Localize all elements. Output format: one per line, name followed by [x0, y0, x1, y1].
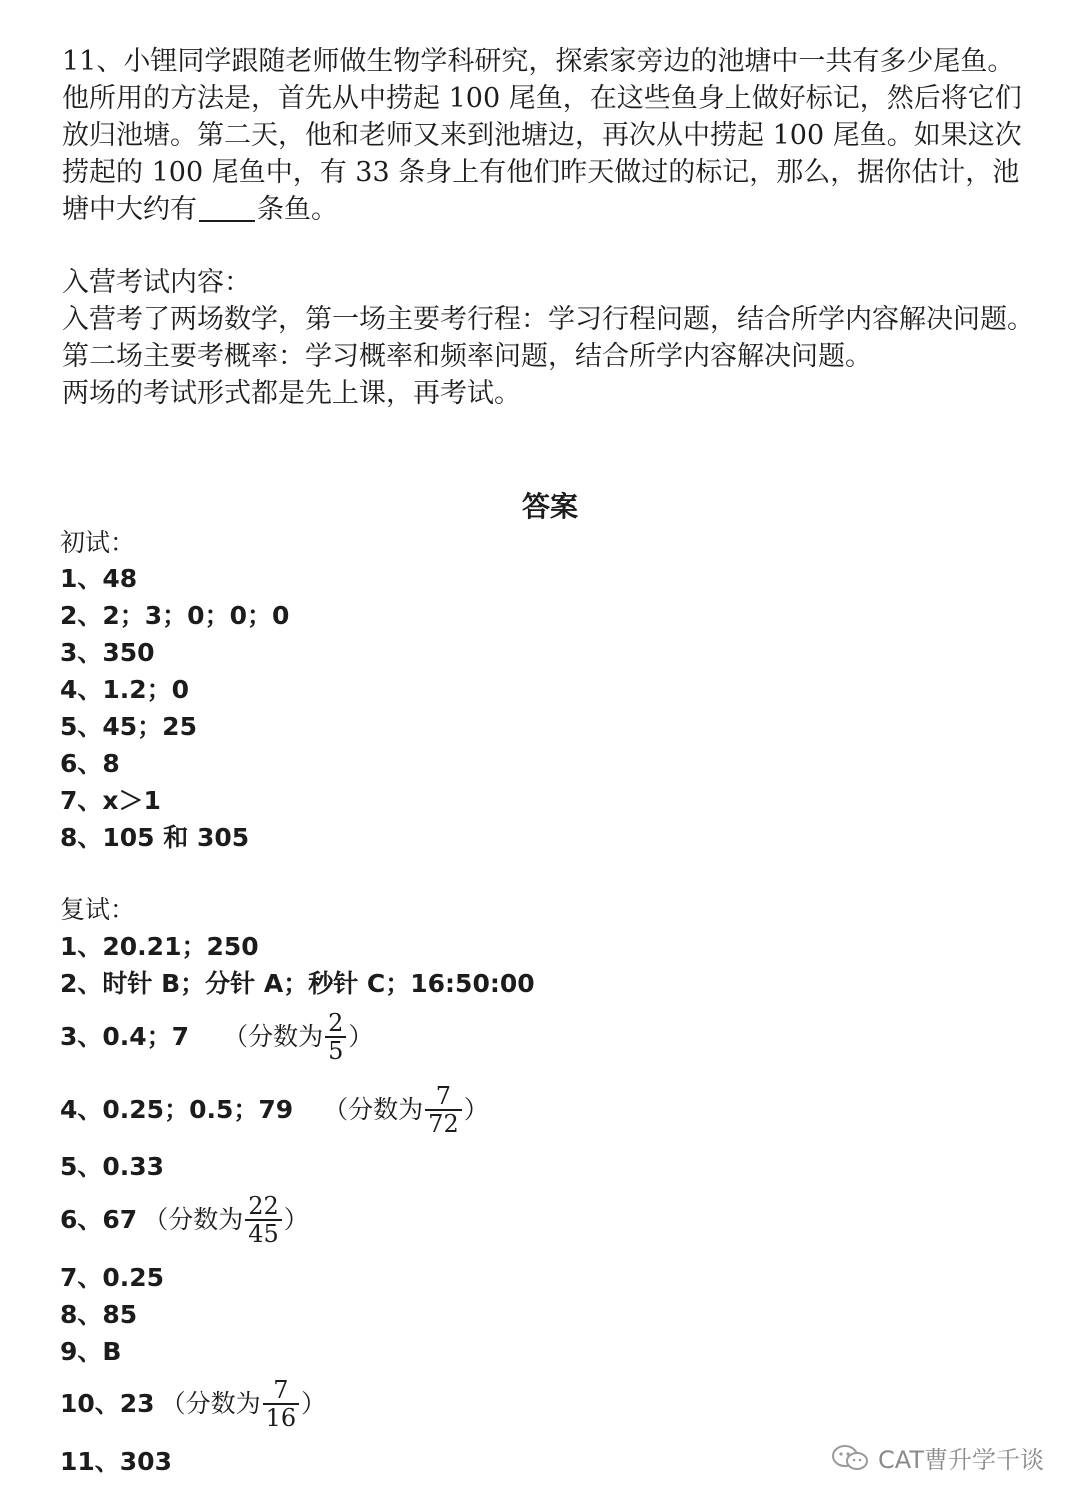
- question-11-line-3: 放归池塘。第二天，他和老师又来到池塘边，再次从中捞起 100 尾鱼。如果这次: [62, 120, 1022, 151]
- retest-answer-3-text: 3、0.4；7: [60, 1022, 190, 1051]
- initial-answer-6-text: 6、8: [60, 749, 120, 778]
- retest-answer-3: [60, 1010, 373, 1064]
- retest-answer-4-text: 4、0.25；0.5；79: [60, 1095, 294, 1124]
- fraction-note: [223, 1010, 373, 1064]
- retest-answer-11: [60, 1445, 172, 1479]
- initial-answer-4: [60, 673, 189, 707]
- retest-answer-5-text: 5、0.33: [60, 1152, 165, 1181]
- retest-heading-text: 复试：: [60, 895, 136, 924]
- retest-answer-2-text: 2、时针 B；分针 A；秒针 C；16:50:00: [60, 969, 535, 998]
- answers-title: 答案: [521, 490, 578, 523]
- initial-answer-5-text: 5、45；25: [60, 712, 197, 741]
- fraction-denominator: 45: [245, 1219, 282, 1247]
- exam-line-3: 两场的考试形式都是先上课，再考试。: [62, 378, 521, 409]
- fraction-numerator: 7: [273, 1376, 289, 1404]
- initial-answer-7: [60, 784, 161, 818]
- fraction-note-close: ）: [301, 1389, 327, 1418]
- retest-answer-6: [60, 1193, 309, 1247]
- fraction-numerator: 2: [328, 1009, 344, 1037]
- fraction-denominator: 72: [425, 1109, 462, 1137]
- retest-answer-5: [60, 1150, 164, 1184]
- retest-answer-7: [60, 1261, 164, 1295]
- fraction-note: [161, 1377, 327, 1431]
- initial-answer-8: [60, 821, 249, 855]
- fraction-note-close: ）: [348, 1022, 374, 1051]
- question-11-text-before-blank: 塘中大约有: [62, 194, 197, 225]
- question-11-line-5: [62, 192, 338, 228]
- watermark-text: CAT曹升学千谈: [878, 1446, 1044, 1474]
- retest-answer-2: [60, 967, 535, 1001]
- retest-answer-8: [60, 1298, 137, 1332]
- retest-answer-7-text: 7、0.25: [60, 1263, 165, 1292]
- initial-answer-1-text: 1、48: [60, 564, 138, 593]
- fraction-note: [143, 1193, 309, 1247]
- initial-answer-6: [60, 747, 120, 781]
- watermark: [830, 1440, 1044, 1475]
- initial-answer-5: [60, 710, 197, 744]
- retest-answer-8-text: 8、85: [60, 1300, 138, 1329]
- initial-answer-8-text: 8、105 和 305: [60, 823, 250, 852]
- fraction: [263, 1377, 300, 1431]
- initial-heading-text: 初试：: [60, 528, 136, 557]
- initial-answer-4-text: 4、1.2；0: [60, 675, 190, 704]
- fraction: [245, 1193, 282, 1247]
- initial-heading: [60, 526, 135, 560]
- retest-answer-11-text: 11、303: [60, 1447, 172, 1476]
- fraction: [425, 1083, 462, 1137]
- wechat-icon: [830, 1443, 870, 1473]
- fraction-denominator: 5: [325, 1036, 346, 1064]
- question-11-text-after-blank: 条鱼。: [257, 194, 338, 225]
- retest-answer-10-text: 10、23: [60, 1389, 155, 1418]
- initial-answer-7-text: 7、x＞1: [60, 786, 161, 815]
- retest-answer-9-text: 9、B: [60, 1337, 122, 1366]
- fraction-note-open: （分数为: [160, 1389, 261, 1418]
- fraction-note-open: （分数为: [143, 1205, 244, 1234]
- initial-answer-2: [60, 599, 289, 633]
- fraction-note: [323, 1083, 489, 1137]
- retest-answer-9: [60, 1335, 121, 1369]
- fraction: [325, 1010, 346, 1064]
- exam-line-2: 第二场主要考概率：学习概率和频率问题，结合所学内容解决问题。: [62, 341, 872, 372]
- question-11-line-1: 11、小锂同学跟随老师做生物学科研究，探索家旁边的池塘中一共有多少尾鱼。: [62, 46, 1015, 77]
- initial-answer-3-text: 3、350: [60, 638, 155, 667]
- retest-heading: [60, 893, 135, 927]
- fraction-note-close: ）: [463, 1095, 489, 1124]
- initial-answer-3: [60, 636, 155, 670]
- question-11-line-4: 捞起的 100 尾鱼中，有 33 条身上有他们昨天做过的标记，那么，据你估计，池: [62, 157, 1020, 188]
- question-11-line-2: 他所用的方法是，首先从中捞起 100 尾鱼，在这些鱼身上做好标记，然后将它们: [62, 83, 1022, 114]
- retest-answer-6-text: 6、67: [60, 1205, 138, 1234]
- retest-answer-1-text: 1、20.21；250: [60, 932, 259, 961]
- retest-answer-10: [60, 1377, 326, 1431]
- initial-answer-2-text: 2、2；3；0；0；0: [60, 601, 290, 630]
- initial-answer-1: [60, 562, 137, 596]
- exam-heading: 入营考试内容：: [62, 267, 251, 298]
- fraction-numerator: 7: [435, 1082, 452, 1110]
- fraction-note-close: ）: [283, 1205, 309, 1234]
- retest-answer-4: [60, 1083, 489, 1137]
- fraction-note-open: （分数为: [223, 1022, 324, 1051]
- exam-line-1: 入营考了两场数学，第一场主要考行程：学习行程问题，结合所学内容解决问题。: [62, 304, 1034, 335]
- fraction-note-open: （分数为: [323, 1095, 424, 1124]
- fraction-denominator: 16: [263, 1403, 300, 1431]
- fraction-numerator: 22: [248, 1192, 279, 1220]
- retest-answer-1: [60, 930, 259, 964]
- answer-blank: [199, 194, 255, 222]
